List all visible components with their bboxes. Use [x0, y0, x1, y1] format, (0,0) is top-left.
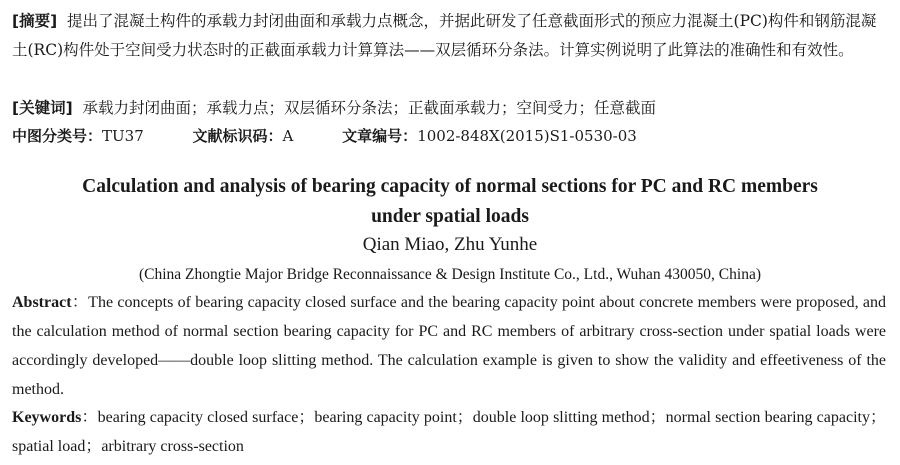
english-abstract-separator: ： — [71, 294, 89, 311]
english-title-text: Calculation and analysis of bearing capacity of normal sections for PC and RC members under spatial loads — [82, 176, 818, 227]
document-code — [193, 124, 294, 148]
clc-label: 中图分类号： — [12, 127, 103, 145]
english-title — [0, 172, 900, 232]
english-abstract-text: The concepts of bearing capacity closed surface and the bearing capacity point about concrete members were proposed, and the calculation method of normal section bearing capacity for PC and RC members of arbitrary cross-section under spatial loads were accordingly developed——double loop slitting method. The calculation example is given to show the validity and effeetiveness of the method. — [12, 294, 886, 398]
article-number-label: 文章编号： — [342, 127, 418, 145]
english-keywords-separator: ： — [81, 409, 98, 426]
english-keywords-label: Keywords — [12, 409, 82, 426]
chinese-abstract-label: [摘要] — [12, 12, 58, 30]
english-abstract-label: Abstract — [12, 294, 72, 311]
chinese-keywords-text: 承载力封闭曲面；承载力点；双层循环分条法；正截面承载力；空间受力；任意截面 — [82, 99, 657, 117]
document-code-label: 文献标识码： — [192, 127, 283, 145]
article-number-value: 1002-848X(2015)S1-0530-03 — [417, 127, 637, 145]
authors: Qian Miao, Zhu Yunhe — [362, 234, 538, 255]
affiliation: (China Zhongtie Major Bridge Reconnaissance & Design Institute Co., Ltd., Wuhan 430050, China) — [139, 266, 761, 283]
english-keywords-text: bearing capacity closed surface；bearing capacity point；double loop slitting method；normal section bearing capacity；spatial load；arbitrary cross-section — [12, 409, 886, 455]
clc-number — [12, 124, 144, 148]
chinese-keywords-label: [关键词] — [12, 99, 73, 117]
english-abstract — [12, 288, 886, 404]
chinese-abstract-text: 提出了混凝土构件的承载力封闭曲面和承载力点概念，并据此研发了任意截面形式的预应力混凝土(PC)构件和钢筋混凝土(RC)构件处于空间受力状态时的正截面承载力计算算法——双层循环分条法。计算实例说明了此算法的准确性和有效性。 — [12, 12, 877, 59]
article-number — [342, 124, 637, 148]
document-code-value: A — [282, 127, 294, 145]
chinese-keywords — [12, 94, 886, 123]
classification-line — [12, 124, 886, 148]
clc-value: TU37 — [102, 127, 144, 145]
english-keywords — [12, 403, 886, 461]
chinese-abstract — [12, 7, 886, 65]
